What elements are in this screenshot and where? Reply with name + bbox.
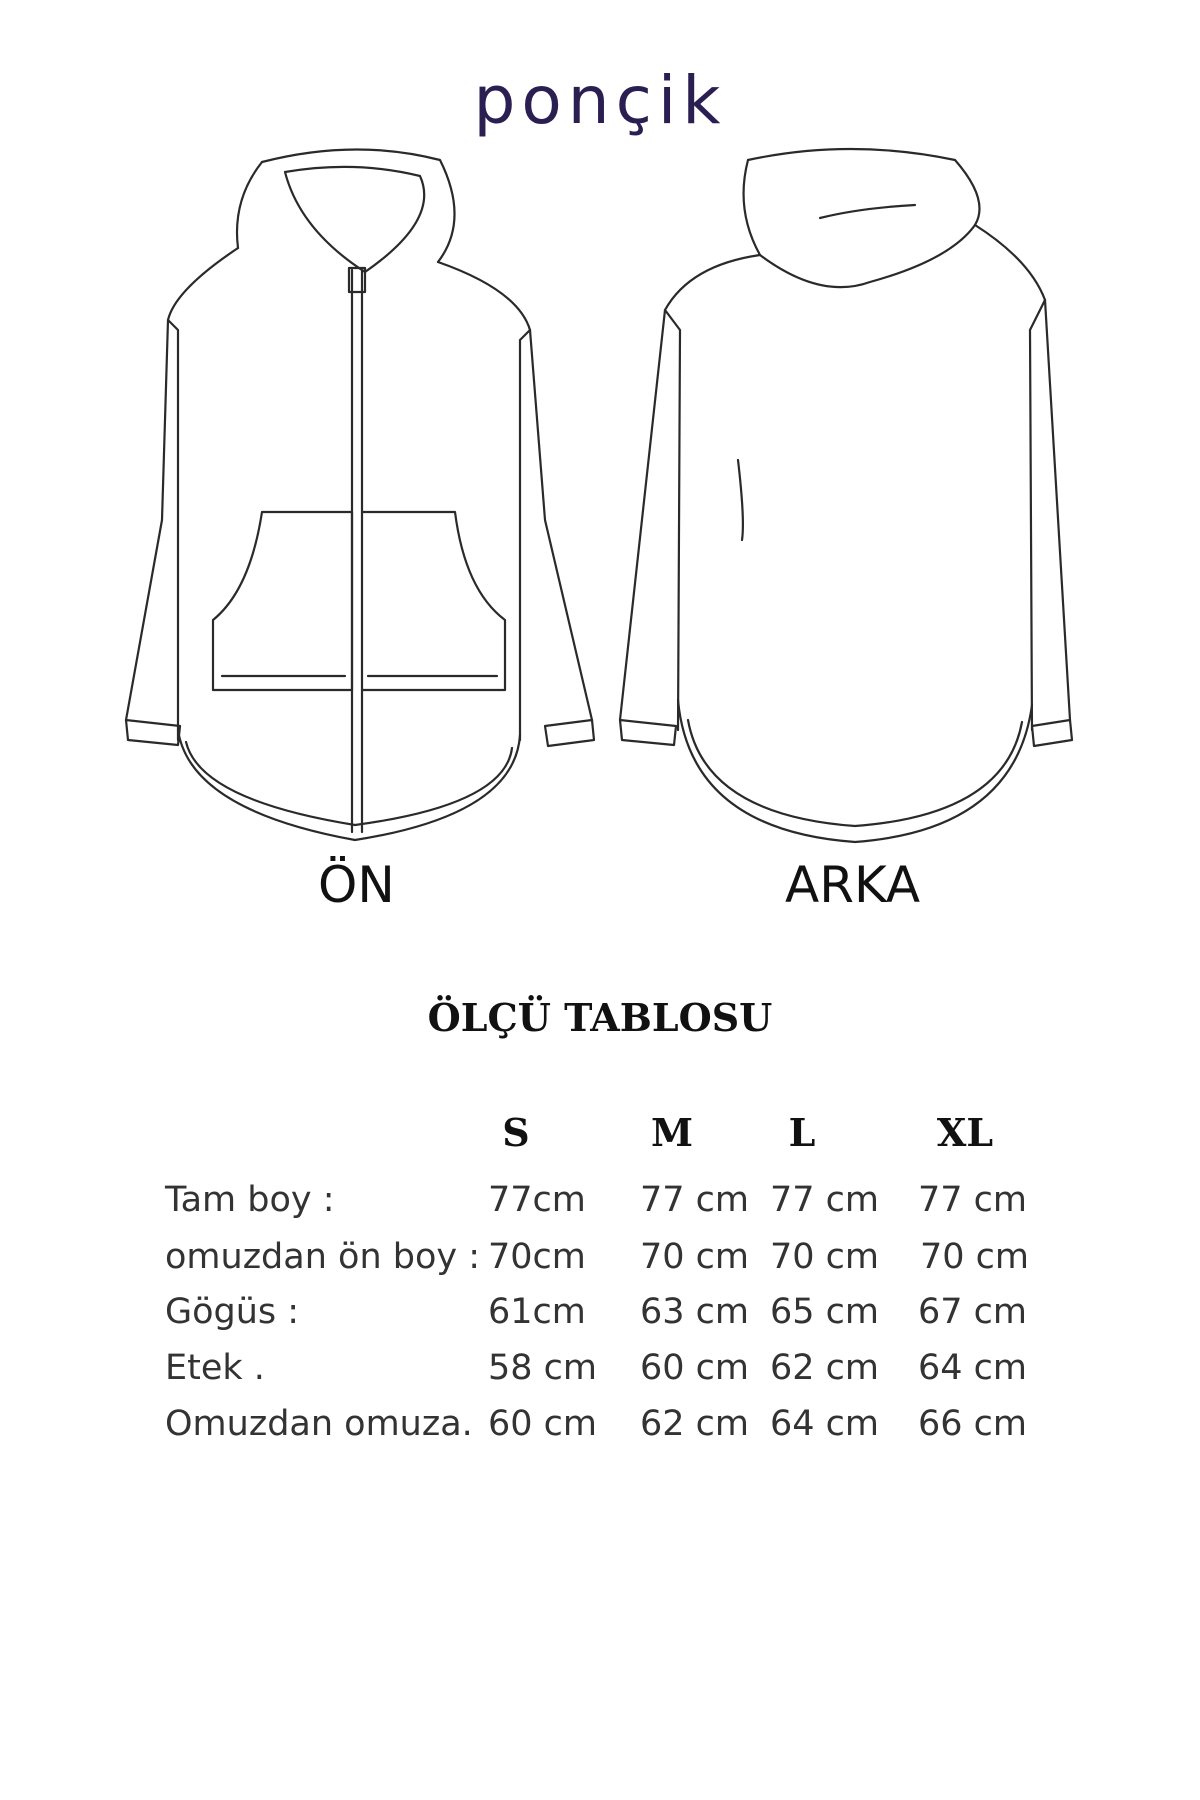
row-label-omuzdan-omuza: Omuzdan omuza. <box>165 1404 473 1444</box>
table-cell: 64 cm <box>918 1348 1027 1388</box>
table-cell: 70cm <box>488 1237 586 1277</box>
size-header-s: S <box>502 1110 530 1155</box>
table-cell: 60 cm <box>488 1404 597 1444</box>
table-cell: 66 cm <box>918 1404 1027 1444</box>
table-cell: 77 cm <box>770 1180 879 1220</box>
table-cell: 63 cm <box>640 1292 749 1332</box>
size-header-m: M <box>650 1110 694 1155</box>
front-view-label: ÖN <box>318 856 395 914</box>
table-cell: 65 cm <box>770 1292 879 1332</box>
brand-logo: ponçik <box>473 62 727 139</box>
table-cell: 64 cm <box>770 1404 879 1444</box>
size-table-title: ÖLÇÜ TABLOSU <box>427 995 773 1040</box>
table-cell: 61cm <box>488 1292 586 1332</box>
table-cell: 77 cm <box>640 1180 749 1220</box>
row-label-tam-boy: Tam boy : <box>165 1180 335 1220</box>
table-cell: 70 cm <box>920 1237 1029 1277</box>
front-view-drawing <box>126 149 594 840</box>
table-cell: 67 cm <box>918 1292 1027 1332</box>
table-cell: 60 cm <box>640 1348 749 1388</box>
row-label-gogus: Gögüs : <box>165 1292 300 1332</box>
table-cell: 77cm <box>488 1180 586 1220</box>
table-cell: 62 cm <box>770 1348 879 1388</box>
back-view-drawing <box>620 149 1072 842</box>
row-label-etek: Etek . <box>165 1348 265 1388</box>
size-header-xl: XL <box>936 1110 994 1155</box>
row-label-omuzdan-on-boy: omuzdan ön boy : <box>165 1237 481 1277</box>
table-cell: 58 cm <box>488 1348 597 1388</box>
back-view-label: ARKA <box>785 856 921 914</box>
table-cell: 70 cm <box>770 1237 879 1277</box>
size-header-l: L <box>788 1110 816 1155</box>
table-cell: 77 cm <box>918 1180 1027 1220</box>
table-cell: 62 cm <box>640 1404 749 1444</box>
table-cell: 70 cm <box>640 1237 749 1277</box>
